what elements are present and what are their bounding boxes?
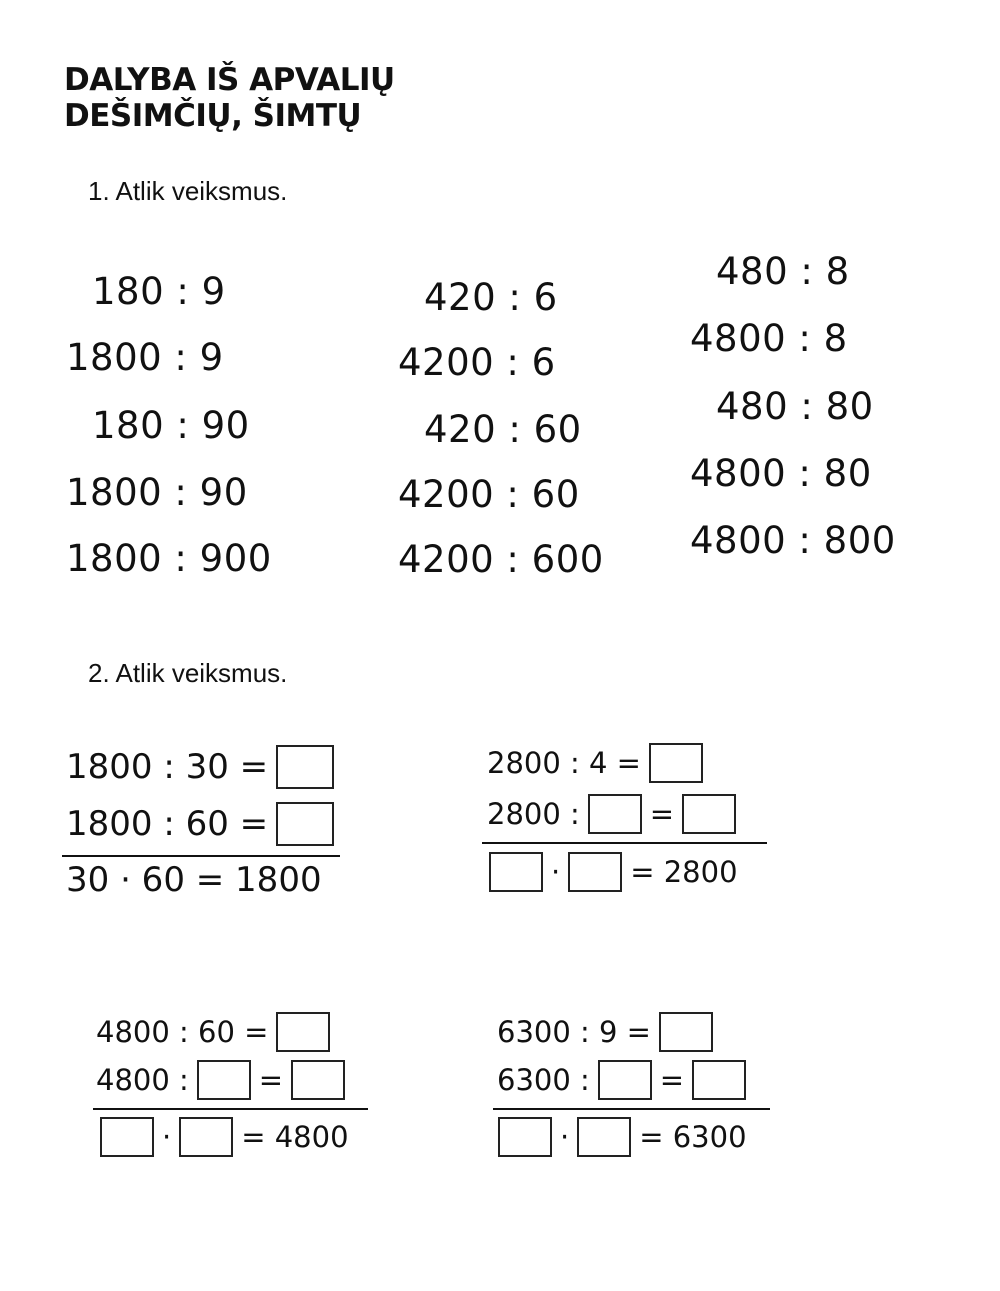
block-c-line-3 — [100, 1117, 349, 1157]
multiplication-dot: · — [162, 1120, 172, 1154]
block-b-line-3 — [489, 852, 738, 892]
answer-box[interactable] — [588, 794, 642, 834]
fraction-divider-line — [93, 1108, 368, 1110]
task1-expression: 4200 : 60 — [398, 473, 580, 516]
task1-expression: 4200 : 600 — [398, 538, 604, 581]
task1-expression: 1800 : 9 — [66, 336, 224, 379]
answer-box[interactable] — [577, 1117, 631, 1157]
block-c-line-1 — [96, 1012, 330, 1052]
answer-box[interactable] — [498, 1117, 552, 1157]
block-c-line-2 — [96, 1060, 345, 1100]
block-b-line-1 — [487, 743, 703, 783]
title-line-2: DEŠIMČIŲ, ŠIMTŲ — [64, 98, 362, 134]
answer-box[interactable] — [197, 1060, 251, 1100]
task1-expression: 180 : 9 — [92, 270, 226, 313]
block-d-line-3 — [498, 1117, 747, 1157]
answer-box[interactable] — [489, 852, 543, 892]
multiplication-dot: · — [551, 855, 561, 889]
block-d-line-1 — [497, 1012, 713, 1052]
title-line-1: DALYBA IŠ APVALIŲ — [64, 62, 395, 98]
block-a-line-1 — [66, 745, 334, 789]
task2-instruction: 2. Atlik veiksmus. — [88, 658, 288, 688]
task1-expression: 4800 : 8 — [690, 317, 848, 360]
fraction-divider-line — [493, 1108, 770, 1110]
equation-text: 4800 : — [96, 1063, 189, 1097]
answer-box[interactable] — [291, 1060, 345, 1100]
equation-text: 6300 : 9 = — [497, 1015, 651, 1049]
equation-text: 2800 : 4 = — [487, 746, 641, 780]
answer-box[interactable] — [649, 743, 703, 783]
answer-box[interactable] — [568, 852, 622, 892]
task1-expression: 420 : 60 — [424, 408, 582, 451]
fraction-divider-line — [482, 842, 767, 844]
answer-box[interactable] — [692, 1060, 746, 1100]
answer-box[interactable] — [100, 1117, 154, 1157]
answer-box[interactable] — [276, 802, 334, 846]
block-b-line-2 — [487, 794, 736, 834]
block-a-line-3 — [66, 860, 322, 900]
answer-box[interactable] — [276, 1012, 330, 1052]
answer-box[interactable] — [179, 1117, 233, 1157]
task1-expression: 420 : 6 — [424, 276, 558, 319]
task1-expression: 4200 : 6 — [398, 341, 556, 384]
equation-text: 1800 : 30 = — [66, 747, 269, 787]
answer-box[interactable] — [598, 1060, 652, 1100]
equation-text: = 6300 — [639, 1120, 747, 1154]
task1-expression: 4800 : 80 — [690, 452, 872, 495]
equation-text: 1800 : 60 = — [66, 804, 269, 844]
answer-box[interactable] — [659, 1012, 713, 1052]
equals-sign: = — [649, 797, 675, 831]
task1-expression: 180 : 90 — [92, 404, 250, 447]
block-a-line-2 — [66, 802, 334, 846]
equation-text: 2800 : — [487, 797, 580, 831]
equation-text: 30 · 60 = 1800 — [66, 860, 322, 900]
equals-sign: = — [659, 1063, 685, 1097]
task1-expression: 4800 : 800 — [690, 519, 896, 562]
fraction-divider-line — [62, 855, 340, 857]
page-title — [64, 62, 395, 134]
equation-text: 6300 : — [497, 1063, 590, 1097]
task1-expression: 480 : 80 — [716, 385, 874, 428]
equals-sign: = — [258, 1063, 284, 1097]
block-d-line-2 — [497, 1060, 746, 1100]
answer-box[interactable] — [276, 745, 334, 789]
answer-box[interactable] — [682, 794, 736, 834]
multiplication-dot: · — [560, 1120, 570, 1154]
task1-expression: 1800 : 900 — [66, 537, 272, 580]
task1-instruction: 1. Atlik veiksmus. — [88, 176, 288, 206]
equation-text: = 4800 — [241, 1120, 349, 1154]
equation-text: = 2800 — [630, 855, 738, 889]
task1-expression: 1800 : 90 — [66, 471, 248, 514]
task1-expression: 480 : 8 — [716, 250, 850, 293]
equation-text: 4800 : 60 = — [96, 1015, 269, 1049]
